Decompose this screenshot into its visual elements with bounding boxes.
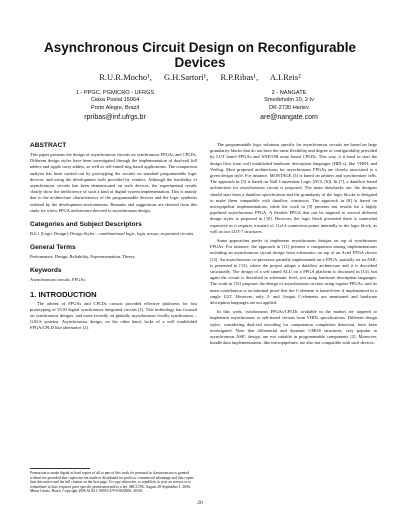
affiliation-line: Porto Alegre, Brazil	[91, 104, 139, 111]
paper-title: Asynchronous Circuit Design on Reconfigurable Devices	[43, 40, 357, 70]
affiliation-line: 1 - PPGC, PGMICRO - UFRGS	[75, 90, 155, 96]
author-email: are@nangate.com	[260, 114, 318, 122]
affiliation-ufrgs	[40, 90, 190, 122]
author-list	[20, 72, 380, 82]
abstract-text: This paper presents the design of asynchronous circuits on synchronous FPGAs and CPLDs. Different design styles have been investigated through the implementation of dual-rail full adders and ripple carry adders, as well as self-timed ring based applications. The comparison analysis has been carried out by prototyping the circuits on standard programmable logic devices, and using the development tools provided by vendors. Although the feasibility of asynchronous circuits has been demonstrated on such devices, the experimental results clearly show the inefficiency of such a kind of digital system implementation. This is mainly due to the architecture characteristics of the programmable devices and the logic synthesis realized by the development environments. Remarks and suggestions are derived from this study for a new FPGA architecture devoted to asynchronous design.	[30, 152, 197, 213]
categories-text	[30, 231, 197, 237]
footnote-rule	[30, 468, 90, 469]
general-terms-text: Performance, Design, Reliability, Experimentation, Theory.	[30, 254, 136, 260]
keywords-text: Asynchronous circuits, FPGAs.	[30, 277, 87, 283]
categories-italic: combinational logic, logic arrays, sequential circuits.	[99, 231, 195, 237]
keywords-heading: Keywords	[30, 267, 62, 275]
affiliation-nangate	[214, 90, 364, 122]
page-number: 20	[197, 500, 203, 506]
categories-prefix: B.6.1 [Logic Design]: Design Styles –	[30, 231, 100, 237]
introduction-text: The advent of FPGAs and CPLDs circuits provided effective platforms for fast prototyping of VLSI digital synchronous integrated circuits [1]. This technology has focused on synchronous designs, and more recently on globally asynchronous locally synchronous – GALS systems. Asynchronous design, on the other hand, lacks of a well established FPGA/CPLD like alternative [2].	[30, 300, 197, 331]
author-name: R.U.R.Mocho¹,	[99, 72, 152, 82]
body-paragraph: The programmable logic solutions specific for asynchronous circuits are based on large granularity blocks that do not have the same flexibility and degree of configurability provided by LUT based FPGAs and AND-OR array based CPLDs. This way, it is hard to start the design flow from well established hardware description languages (HDLs), like VHDL and Verilog. Most proposed architectures for asynchronous FPGAs are closely associated to a given design style. For instance, MONTAGE [3] is based on arbiters and synchronizer cells. The approach in [5] is based on Null Convention Logic (NCL [6]). In [7], a dataflow based architecture for asynchronous circuit is proposed. The main drawbacks are: the designer should start from a dataflow specification and the granularity of the logic blocks is designed to make them compatible with dataflow constructs. The approach in [8] is based on micropipeline implementations, while the work in [9] presents test results for a highly pipelined asynchronous FPGA. A flexible FPGA that can be targeted to several different design styles is proposed in [10]. However, the logic block presented there is somewhat expensive as it requires a matrix of 11x14 connection points internally to the logic block, as well as two LUT-7 structures.	[210, 142, 377, 234]
copyright-footnote	[30, 468, 197, 494]
affiliation-line: Caixa Postal 15064	[90, 97, 140, 104]
author-name: A.I.Reis²	[269, 72, 301, 82]
affiliation-line: Smedeholm 10, 2 tv	[264, 97, 314, 104]
introduction-heading: 1. INTRODUCTION	[30, 289, 97, 299]
author-name: R.P.Ribas¹,	[220, 72, 259, 82]
footnote-text: Permission to make digital or hard copies of all or part of this work for personal or classroom use is granted without fee provided that copies are not made or distributed for profit or commercial advantage and that copies bear this notice and the full citation on the first page. To copy otherwise, or republish, to post on servers or to redistribute to lists, requires prior specific permission and/or a fee. SBCCI'06, August 28-September 1, 2006, Minas Gerais, Brazil. Copyright 2006 ACM 1-59593-479-0/06/0008...$5.00.	[30, 471, 194, 494]
affiliation-line: 2 - NANGATE	[271, 90, 307, 96]
categories-heading: Categories and Subject Descriptors	[30, 221, 142, 229]
left-column	[30, 142, 197, 335]
affiliation-line: DK-2730 Herlev	[269, 104, 309, 111]
general-terms-heading: General Terms	[30, 244, 76, 252]
abstract-heading: ABSTRACT	[30, 142, 67, 149]
author-email: rpribas@inf.ufrgs.br	[84, 114, 146, 122]
body-paragraph: In this work, synchronous FPGAs/CPLDs available in the market are targeted to implement asynchronous or self-timed circuits from VHDL specifications. Different design styles, considering dual-rail encoding for computation completion detection, have been investigated. Note that differential and dynamic CMOS structures, very popular in asynchronous ASIC design, are not suitable in programmable components [2]. Moreover, bundle data implementations, like micropipelines, are also not compatible with such devices.	[210, 309, 377, 346]
right-column	[210, 142, 377, 350]
body-paragraph: Some approaches prefer to implement asynchronous designs on top of synchronous FPGAs. For instance, the approach in [11] presents a comparison among implementations including an asynchronous circuit design from schematics on top of an Actel FPGA device [12]. An asynchronous co-processor partially implemented on a FPGA, partially on an ASIC is presented in [13], where the project adopts a dataflow architecture and it is described structurally. The design of a self timed ALU on a FPGA platform is discussed in [14], but again the circuit is described in schematic level, not using hardware description languages. The work in [15] proposes the design of asynchronous circuits using regular FPGAs, and its main contribution is an informal proof that the C-element is hazard-free if implemented in a single LUT. However, only 2- and 3-input C-elements are mentioned and hardware description languages are not applied.	[210, 238, 377, 306]
author-name: G.H.Sartori¹,	[163, 72, 209, 82]
